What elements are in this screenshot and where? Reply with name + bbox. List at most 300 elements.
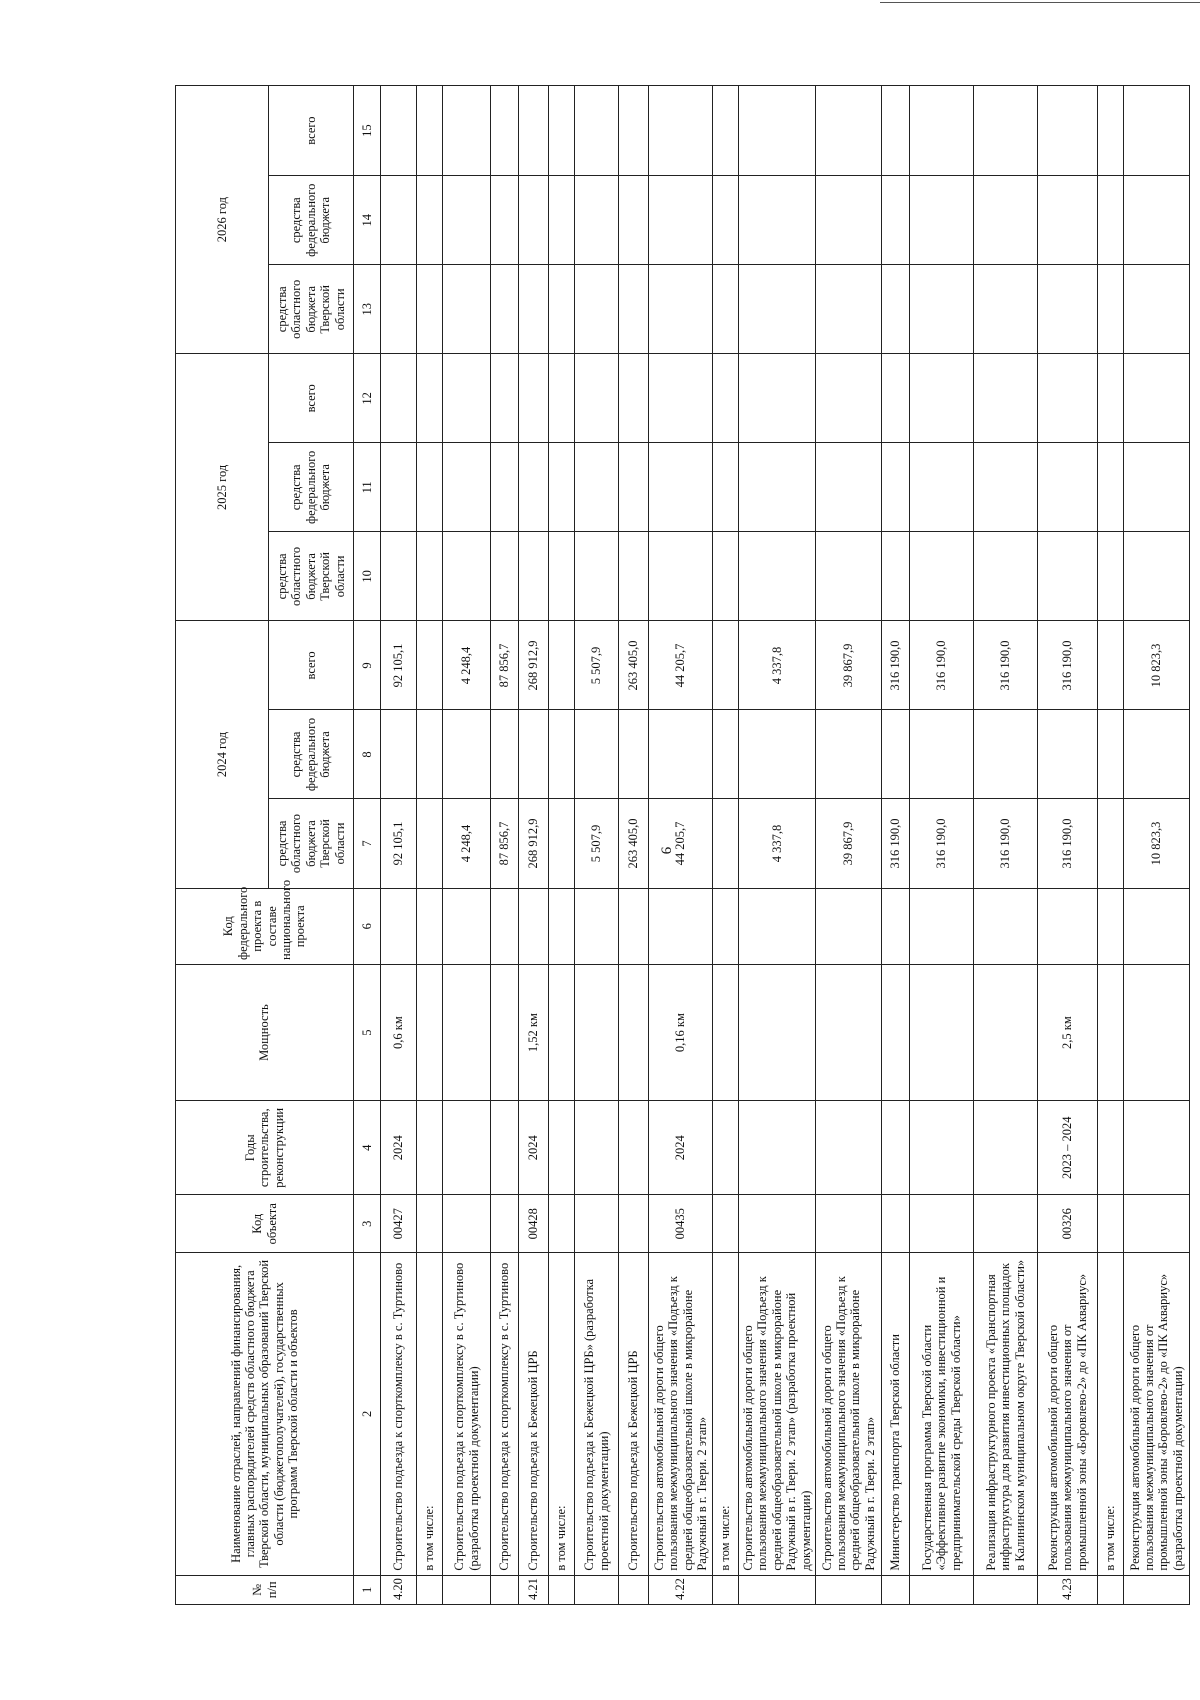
cell-2026-total (649, 86, 713, 176)
header-2024-federal: средства федерального бюджета (269, 710, 354, 799)
federal-project-code (519, 888, 549, 964)
row-number: 4.21 (519, 1575, 549, 1604)
cell-2025-federal (909, 443, 973, 532)
table-row (491, 86, 519, 1605)
cell-2025-total (713, 354, 739, 443)
cell-2025-regional (491, 532, 519, 621)
construction-years (1123, 1101, 1189, 1195)
object-code: 00326 (1037, 1195, 1097, 1253)
object-code (1097, 1195, 1123, 1253)
cell-2024-regional (713, 799, 739, 888)
cell-2026-total (549, 86, 575, 176)
object-code (713, 1195, 739, 1253)
cell-2024-federal (1097, 710, 1123, 799)
table-row (619, 86, 649, 1605)
federal-project-code (381, 888, 417, 964)
header-2024-total: всего (269, 621, 354, 710)
cell-2026-regional (549, 265, 575, 354)
cell-2026-federal (739, 176, 816, 265)
cell-2024-regional (549, 799, 575, 888)
header-2025-federal: средства федерального бюджета (269, 443, 354, 532)
cell-2026-regional (1123, 265, 1189, 354)
table-row (881, 86, 909, 1605)
cell-2025-regional (1037, 532, 1097, 621)
column-number: 12 (354, 354, 381, 443)
cell-2026-regional (491, 265, 519, 354)
column-number: 15 (354, 86, 381, 176)
cell-2025-regional (575, 532, 619, 621)
row-name: в том числе: (1097, 1253, 1123, 1576)
cell-2025-federal (619, 443, 649, 532)
capacity (909, 964, 973, 1100)
cell-2024-regional: 316 190,0 (973, 799, 1037, 888)
cell-2024-federal (381, 710, 417, 799)
cell-2025-federal (973, 443, 1037, 532)
column-number: 9 (354, 621, 381, 710)
cell-2026-total (381, 86, 417, 176)
cell-2026-federal (1037, 176, 1097, 265)
cell-2025-regional (739, 532, 816, 621)
federal-project-code (549, 888, 575, 964)
construction-years: 2023 – 2024 (1037, 1101, 1097, 1195)
row-name: Строительство подъезда к Бежецкой ЦРБ» (разработка проектной документации) (575, 1253, 619, 1576)
cell-2026-regional (381, 265, 417, 354)
table-row (575, 86, 619, 1605)
federal-project-code (575, 888, 619, 964)
cell-2025-regional (1123, 532, 1189, 621)
header-2025: 2025 год (176, 354, 269, 621)
page-number: 9 (657, 846, 674, 855)
object-code (549, 1195, 575, 1253)
cell-2025-federal (1123, 443, 1189, 532)
row-number (909, 1575, 973, 1604)
column-number: 11 (354, 443, 381, 532)
table-row (909, 86, 973, 1605)
row-name: Строительство подъезда к Бежецкой ЦРБ (619, 1253, 649, 1576)
cell-2024-total (417, 621, 443, 710)
cell-2025-total (519, 354, 549, 443)
row-number: 4.20 (381, 1575, 417, 1604)
column-number: 8 (354, 710, 381, 799)
column-number: 5 (354, 964, 381, 1100)
cell-2025-regional (815, 532, 881, 621)
row-name: Строительство автомобильной дороги общего пользования межмуниципального значения «Подъезд к средней общеобразовательной школе в микрорайоне Радужный в г. Твери. 2 этап» (815, 1253, 881, 1576)
object-code (1123, 1195, 1189, 1253)
row-name: Реконструкция автомобильной дороги общего пользования межмуниципального значения от промышленной зоны «Боровлево-2» до «ПК Аквариус» (1037, 1253, 1097, 1576)
cell-2026-federal (443, 176, 491, 265)
cell-2026-total (739, 86, 816, 176)
cell-2024-federal (881, 710, 909, 799)
header-2024: 2024 год (176, 621, 269, 888)
capacity (739, 964, 816, 1100)
row-name: Строительство подъезда к спорткомплексу в с. Туртиново (разработка проектной документации) (443, 1253, 491, 1576)
cell-2025-total (549, 354, 575, 443)
cell-2026-regional (909, 265, 973, 354)
cell-2024-regional: 44 205,7 (649, 799, 713, 888)
object-code: 00435 (649, 1195, 713, 1253)
cell-2025-total (381, 354, 417, 443)
header-2025-regional: средства областного бюджета Тверской области (269, 532, 354, 621)
cell-2026-federal (881, 176, 909, 265)
object-code (973, 1195, 1037, 1253)
cell-2024-total: 10 823,3 (1123, 621, 1189, 710)
cell-2024-federal (973, 710, 1037, 799)
scan-top-line (880, 2, 1200, 3)
cell-2025-federal (1097, 443, 1123, 532)
cell-2024-total (1097, 621, 1123, 710)
column-number: 6 (354, 888, 381, 964)
capacity (417, 964, 443, 1100)
federal-project-code (1097, 888, 1123, 964)
header-capacity: Мощность (176, 964, 354, 1100)
header-2024-regional: средства областного бюджета Тверской области (269, 799, 354, 888)
column-number: 13 (354, 265, 381, 354)
cell-2025-federal (815, 443, 881, 532)
cell-2026-federal (575, 176, 619, 265)
construction-years (1097, 1101, 1123, 1195)
cell-2026-total (619, 86, 649, 176)
cell-2025-total (491, 354, 519, 443)
cell-2025-regional (443, 532, 491, 621)
cell-2025-regional (417, 532, 443, 621)
row-number (1123, 1575, 1189, 1604)
cell-2026-total (417, 86, 443, 176)
cell-2026-federal (973, 176, 1037, 265)
cell-2026-total (491, 86, 519, 176)
construction-years: 2024 (649, 1101, 713, 1195)
row-name: Строительство подъезда к Бежецкой ЦРБ (519, 1253, 549, 1576)
cell-2025-total (1123, 354, 1189, 443)
cell-2025-federal (1037, 443, 1097, 532)
cell-2026-federal (1123, 176, 1189, 265)
cell-2025-total (417, 354, 443, 443)
budget-table (175, 85, 1190, 1605)
cell-2024-regional (417, 799, 443, 888)
object-code (443, 1195, 491, 1253)
cell-2025-total (619, 354, 649, 443)
cell-2024-regional: 5 507,9 (575, 799, 619, 888)
cell-2024-regional: 4 337,8 (739, 799, 816, 888)
federal-project-code (1123, 888, 1189, 964)
construction-years (713, 1101, 739, 1195)
cell-2025-regional (713, 532, 739, 621)
table-row (1037, 86, 1097, 1605)
federal-project-code (909, 888, 973, 964)
row-name: Строительство автомобильной дороги общего пользования межмуниципального значения «Подъезд к средней общеобразовательной школе в микрорайоне Радужный в г. Твери. 2 этап» (649, 1253, 713, 1576)
cell-2026-total (1097, 86, 1123, 176)
cell-2025-total (739, 354, 816, 443)
cell-2025-regional (649, 532, 713, 621)
federal-project-code (1037, 888, 1097, 964)
cell-2025-regional (519, 532, 549, 621)
object-code (619, 1195, 649, 1253)
object-code: 00428 (519, 1195, 549, 1253)
cell-2024-federal (713, 710, 739, 799)
row-number (815, 1575, 881, 1604)
cell-2026-regional (575, 265, 619, 354)
cell-2024-federal (649, 710, 713, 799)
table-row (973, 86, 1037, 1605)
federal-project-code (417, 888, 443, 964)
row-number: 4.23 (1037, 1575, 1097, 1604)
cell-2024-total: 316 190,0 (1037, 621, 1097, 710)
cell-2024-regional: 316 190,0 (881, 799, 909, 888)
cell-2024-total: 4 337,8 (739, 621, 816, 710)
construction-years (417, 1101, 443, 1195)
cell-2024-regional: 4 248,4 (443, 799, 491, 888)
cell-2024-total: 87 856,7 (491, 621, 519, 710)
object-code (491, 1195, 519, 1253)
cell-2026-regional (1037, 265, 1097, 354)
column-number: 3 (354, 1195, 381, 1253)
header-2025-total: всего (269, 354, 354, 443)
federal-project-code (649, 888, 713, 964)
cell-2024-regional: 92 105,1 (381, 799, 417, 888)
cell-2025-regional (973, 532, 1037, 621)
row-name: Строительство подъезда к спорткомплексу в с. Туртиново (381, 1253, 417, 1576)
cell-2024-regional: 316 190,0 (909, 799, 973, 888)
header-years: Годы строительства, реконструкции (176, 1101, 354, 1195)
cell-2024-regional: 39 867,9 (815, 799, 881, 888)
capacity (1123, 964, 1189, 1100)
construction-years (619, 1101, 649, 1195)
rotated-table-wrapper (175, 85, 1193, 1605)
cell-2025-federal (881, 443, 909, 532)
row-number (973, 1575, 1037, 1604)
cell-2024-total: 39 867,9 (815, 621, 881, 710)
cell-2026-total (713, 86, 739, 176)
row-number (491, 1575, 519, 1604)
cell-2024-total: 44 205,7 (649, 621, 713, 710)
cell-2026-total (909, 86, 973, 176)
cell-2026-regional (973, 265, 1037, 354)
header-2026-total: всего (269, 86, 354, 176)
cell-2025-total (881, 354, 909, 443)
cell-2026-regional (739, 265, 816, 354)
cell-2024-federal (575, 710, 619, 799)
capacity (713, 964, 739, 1100)
capacity (881, 964, 909, 1100)
object-code: 00427 (381, 1195, 417, 1253)
cell-2024-federal (1037, 710, 1097, 799)
capacity (815, 964, 881, 1100)
cell-2025-federal (575, 443, 619, 532)
object-code (739, 1195, 816, 1253)
capacity (491, 964, 519, 1100)
construction-years (881, 1101, 909, 1195)
cell-2025-total (973, 354, 1037, 443)
cell-2025-total (443, 354, 491, 443)
row-number: 4.22 (649, 1575, 713, 1604)
table-row (549, 86, 575, 1605)
cell-2025-regional (549, 532, 575, 621)
capacity (575, 964, 619, 1100)
cell-2025-regional (909, 532, 973, 621)
capacity (443, 964, 491, 1100)
header-2026-regional: средства областного бюджета Тверской области (269, 265, 354, 354)
column-number-row (354, 86, 381, 1605)
object-code (417, 1195, 443, 1253)
cell-2024-total: 92 105,1 (381, 621, 417, 710)
table-row (1097, 86, 1123, 1605)
construction-years (443, 1101, 491, 1195)
cell-2026-total (443, 86, 491, 176)
cell-2025-federal (649, 443, 713, 532)
row-name: Реализация инфраструктурного проекта «Транспортная инфраструктура для развития инвестиционных площадок в Калининском муниципальном округе Тверской области» (973, 1253, 1037, 1576)
cell-2024-total: 316 190,0 (973, 621, 1037, 710)
cell-2025-total (1097, 354, 1123, 443)
cell-2024-total: 268 912,9 (519, 621, 549, 710)
row-number (1097, 1575, 1123, 1604)
table-row (739, 86, 816, 1605)
cell-2026-regional (881, 265, 909, 354)
construction-years: 2024 (519, 1101, 549, 1195)
cell-2026-regional (649, 265, 713, 354)
construction-years (739, 1101, 816, 1195)
cell-2025-federal (739, 443, 816, 532)
cell-2024-total: 5 507,9 (575, 621, 619, 710)
cell-2026-total (1037, 86, 1097, 176)
header-2026-federal: средства федерального бюджета (269, 176, 354, 265)
capacity: 1,52 км (519, 964, 549, 1100)
cell-2026-federal (815, 176, 881, 265)
cell-2025-total (815, 354, 881, 443)
cell-2025-total (1037, 354, 1097, 443)
cell-2025-total (575, 354, 619, 443)
federal-project-code (713, 888, 739, 964)
table-row (519, 86, 549, 1605)
construction-years (909, 1101, 973, 1195)
column-number: 1 (354, 1575, 381, 1604)
federal-project-code (619, 888, 649, 964)
construction-years (973, 1101, 1037, 1195)
capacity (619, 964, 649, 1100)
cell-2024-regional (1097, 799, 1123, 888)
cell-2025-federal (443, 443, 491, 532)
cell-2024-federal (491, 710, 519, 799)
federal-project-code (881, 888, 909, 964)
cell-2026-total (881, 86, 909, 176)
cell-2024-regional: 10 823,3 (1123, 799, 1189, 888)
table-row (417, 86, 443, 1605)
cell-2024-federal (739, 710, 816, 799)
row-number (549, 1575, 575, 1604)
cell-2026-federal (491, 176, 519, 265)
cell-2025-federal (549, 443, 575, 532)
row-name: Государственная программа Тверской области «Эффективное развитие экономики, инвестиционной и предпринимательской среды Тверской области» (909, 1253, 973, 1576)
cell-2024-regional: 87 856,7 (491, 799, 519, 888)
object-code (815, 1195, 881, 1253)
cell-2026-federal (909, 176, 973, 265)
cell-2026-federal (381, 176, 417, 265)
column-number: 2 (354, 1253, 381, 1576)
object-code (575, 1195, 619, 1253)
cell-2026-federal (519, 176, 549, 265)
cell-2026-total (973, 86, 1037, 176)
construction-years (575, 1101, 619, 1195)
cell-2026-total (519, 86, 549, 176)
column-number: 14 (354, 176, 381, 265)
cell-2024-total: 263 405,0 (619, 621, 649, 710)
row-name: Реконструкция автомобильной дороги общего пользования межмуниципального значения от промышленной зоны «Боровлево-2» до «ПК Аквариус» (разработка проектной документации) (1123, 1253, 1189, 1576)
cell-2026-total (1123, 86, 1189, 176)
row-name: Строительство подъезда к спорткомплексу в с. Туртиново (491, 1253, 519, 1576)
cell-2025-total (649, 354, 713, 443)
row-name: в том числе: (417, 1253, 443, 1576)
cell-2024-total: 316 190,0 (881, 621, 909, 710)
header-federal-code: Код федерального проекта в составе национального проекта (176, 888, 354, 964)
row-name: в том числе: (713, 1253, 739, 1576)
cell-2026-federal (619, 176, 649, 265)
federal-project-code (973, 888, 1037, 964)
row-number (619, 1575, 649, 1604)
cell-2025-regional (381, 532, 417, 621)
column-number: 7 (354, 799, 381, 888)
row-number (417, 1575, 443, 1604)
row-name: в том числе: (549, 1253, 575, 1576)
capacity (549, 964, 575, 1100)
table-row (713, 86, 739, 1605)
cell-2024-federal (1123, 710, 1189, 799)
cell-2024-total: 4 248,4 (443, 621, 491, 710)
row-number (443, 1575, 491, 1604)
cell-2024-regional: 268 912,9 (519, 799, 549, 888)
cell-2026-total (575, 86, 619, 176)
cell-2024-regional: 263 405,0 (619, 799, 649, 888)
table-row (1123, 86, 1189, 1605)
cell-2025-federal (381, 443, 417, 532)
cell-2024-federal (443, 710, 491, 799)
cell-2025-regional (881, 532, 909, 621)
row-name: Строительство автомобильной дороги общего пользования межмуниципального значения «Подъезд к средней общеобразовательной школе в микрорайоне Радужный в г. Твери. 2 этап» (разработка проектной документации) (739, 1253, 816, 1576)
cell-2026-regional (417, 265, 443, 354)
cell-2026-regional (713, 265, 739, 354)
header-name: Наименование отраслей, направлений финансирования, главных распорядителей средств областного бюджета Тверской области, муниципальных образований Тверской области (бюджетополучателей), государственных программ Тверской области и объектов (176, 1253, 354, 1576)
cell-2025-total (909, 354, 973, 443)
cell-2026-federal (1097, 176, 1123, 265)
header-code: Код объекта (176, 1195, 354, 1253)
row-name: Министерство транспорта Тверской области (881, 1253, 909, 1576)
table-row (381, 86, 417, 1605)
cell-2024-total: 316 190,0 (909, 621, 973, 710)
row-number (713, 1575, 739, 1604)
cell-2025-federal (417, 443, 443, 532)
row-number (739, 1575, 816, 1604)
column-number: 4 (354, 1101, 381, 1195)
cell-2026-regional (1097, 265, 1123, 354)
capacity: 2,5 км (1037, 964, 1097, 1100)
object-code (881, 1195, 909, 1253)
cell-2024-federal (909, 710, 973, 799)
capacity (973, 964, 1037, 1100)
cell-2026-regional (619, 265, 649, 354)
header-2026: 2026 год (176, 86, 269, 354)
federal-project-code (815, 888, 881, 964)
cell-2024-regional: 316 190,0 (1037, 799, 1097, 888)
column-number: 10 (354, 532, 381, 621)
row-number (881, 1575, 909, 1604)
cell-2026-federal (649, 176, 713, 265)
capacity: 0,6 км (381, 964, 417, 1100)
cell-2026-federal (417, 176, 443, 265)
cell-2026-federal (713, 176, 739, 265)
construction-years (815, 1101, 881, 1195)
cell-2025-regional (1097, 532, 1123, 621)
cell-2024-federal (815, 710, 881, 799)
cell-2026-regional (519, 265, 549, 354)
cell-2024-total (549, 621, 575, 710)
cell-2024-federal (417, 710, 443, 799)
